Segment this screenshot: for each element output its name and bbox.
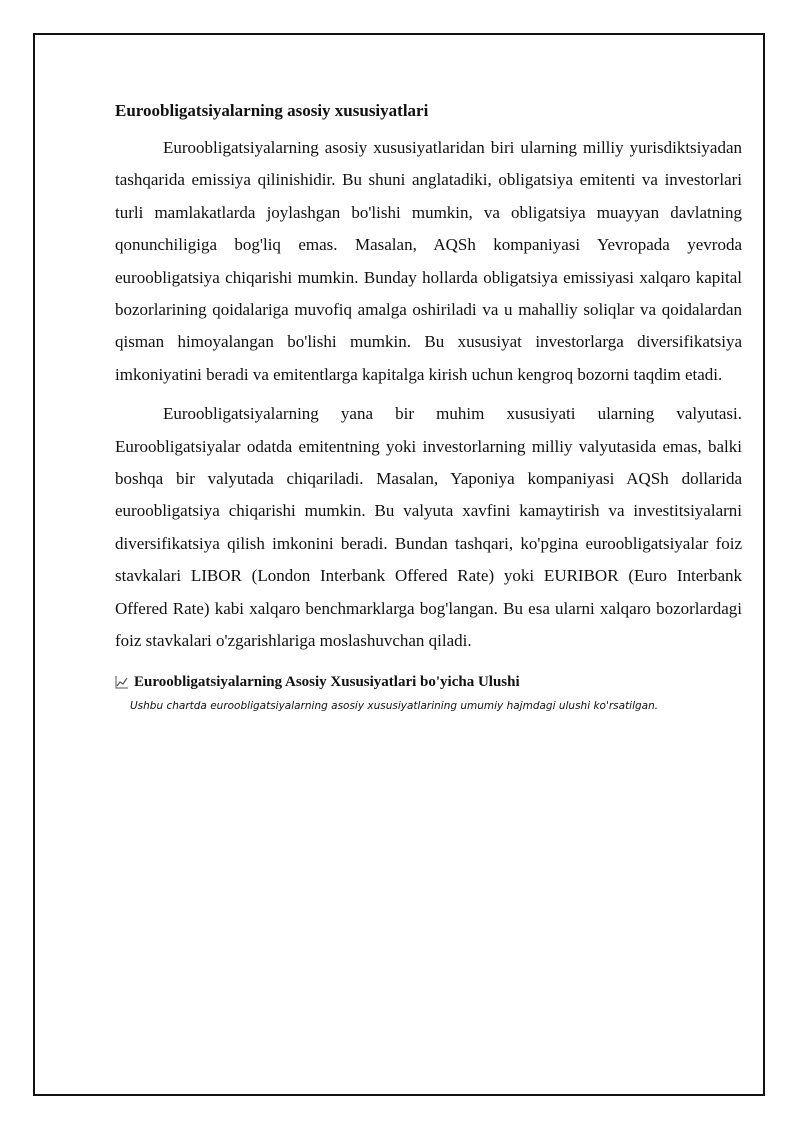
paragraph-1: Euroobligatsiyalarning asosiy xususiyatlaridan biri ularning milliy yurisdiktsiyadan tashqarida emissiya qilinishidir. Bu shuni anglatadiki, obligatsiya emitenti va investorlari turli mamlakatlarda joylashgan bo'lishi mumkin, va obligatsiya muayyan davlatning qonunchiligiga bog'liq emas. Masalan, AQSh kompaniyasi Yevropada yevroda euroobligatsiya chiqarishi mumkin. Bunday hollarda obligatsiya emissiyasi xalqaro kapital bozorlarining qoidalariga muvofiq amalga oshiriladi va u mahalliy soliqlar va qoidalardan qisman himoyalangan bo'lishi mumkin. Bu xususiyat investorlarga diversifikatsiya imkoniyatini beradi va emitentlarga kapitalga kirish uchun kengroq bozorni taqdim etadi. bbox=[115, 138, 742, 384]
chart-title: Euroobligatsiyalarning Asosiy Xususiyatlari bo'yicha Ulushi bbox=[134, 673, 520, 690]
section-heading: Euroobligatsiyalarning asosiy xususiyatlari bbox=[115, 101, 429, 120]
chart-subtitle: Ushbu chartda euroobligatsiyalarning asosiy xususiyatlarining umumiy hajmdagi ulushi ko'rsatilgan. bbox=[130, 699, 659, 712]
chart-caption bbox=[115, 672, 742, 692]
document-body bbox=[115, 98, 742, 714]
chart-line-icon bbox=[115, 675, 129, 689]
paragraph-2: Euroobligatsiyalarning yana bir muhim xususiyati ularning valyutasi. Euroobligatsiyalar odatda emitentning yoki investorlarning milliy valyutasida emas, balki boshqa bir valyutada chiqariladi. Masalan, Yaponiya kompaniyasi AQSh dollarida euroobligatsiya chiqarishi mumkin. Bu valyuta xavfini kamaytirish va investitsiyalarni diversifikatsiya qilish imkonini beradi. Bundan tashqari, ko'pgina euroobligatsiyalar foiz stavkalari LIBOR (London Interbank Offered Rate) yoki EURIBOR (Euro Interbank Offered Rate) kabi xalqaro benchmarklarga bog'langan. Bu esa ularni xalqaro bozorlardagi foiz stavkalari o'zgarishlariga moslashuvchan qiladi. bbox=[115, 404, 742, 651]
